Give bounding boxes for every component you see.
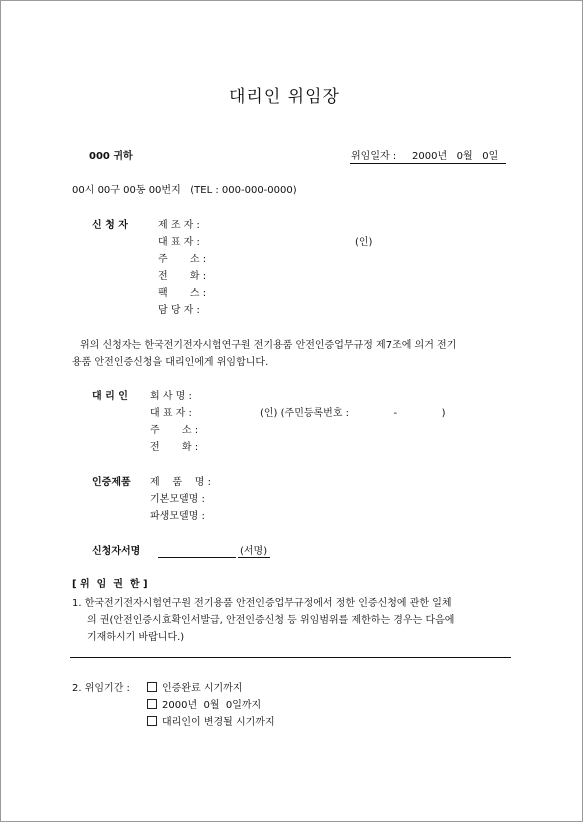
statement-line-1: 위의 신청자는 한국전기전자시험연구원 전기용품 안전인증업무규정 제7조에 의거 전기: [80, 340, 457, 351]
delegation-period-label: 2. 위임기간 :: [72, 683, 130, 694]
applicant-phone-label: 전 화 :: [158, 271, 207, 282]
applicant-representative-label: 대 표 자 :: [158, 237, 200, 248]
applicant-address-label: 주 소 :: [158, 254, 207, 265]
recipient: 000 귀하: [89, 151, 133, 162]
period-option-completion-label: 인증완료 시기까지: [162, 683, 243, 694]
authority-item-1-line-2: 의 권(안전인증시효확인서발급, 안전인증신청 등 위임범위를 제한하는 경우는 다음에: [87, 615, 455, 626]
signature-label: 신청자서명: [92, 546, 141, 557]
product-section-label: 인증제품: [92, 477, 131, 488]
authority-item-1-line-1: 1. 한국전기전자시험연구원 전기용품 안전인증업무규정에서 정한 인증신청에 관한 일체: [72, 598, 452, 609]
checkbox-icon[interactable]: [147, 699, 157, 709]
signature-line[interactable]: [158, 557, 236, 558]
agent-phone-label: 전 화 :: [150, 442, 199, 453]
signature-suffix: (서명): [240, 546, 268, 557]
date-underline: [350, 163, 506, 164]
signature-suffix-underline: [238, 557, 270, 558]
product-name-label: 제 품 명 :: [150, 477, 211, 488]
checkbox-icon[interactable]: [147, 716, 157, 726]
authority-divider: [70, 657, 511, 658]
applicant-seal: (인): [355, 237, 373, 248]
authority-heading: [ 위 임 권 한 ]: [72, 579, 148, 590]
agent-representative-detail: (인) (주민등록번호 : - ): [260, 408, 446, 419]
period-option-agent-change-label: 대리인이 변경될 시기까지: [162, 717, 275, 728]
derived-model-label: 파생모델명 :: [150, 511, 205, 522]
address-line: 00시 00구 00동 00번지 (TEL : 000-000-0000): [72, 185, 297, 196]
date-value: 2000년 0월 0일: [412, 151, 499, 162]
applicant-fax-label: 팩 스 :: [158, 288, 207, 299]
applicant-manufacturer-label: 제 조 자 :: [158, 220, 200, 231]
agent-company-label: 회 사 명 :: [150, 391, 192, 402]
date-label: 위임일자 :: [351, 151, 397, 162]
base-model-label: 기본모델명 :: [150, 494, 205, 505]
applicant-contact-label: 담 당 자 :: [158, 305, 200, 316]
agent-representative-label: 대 표 자 :: [150, 408, 192, 419]
checkbox-icon[interactable]: [147, 682, 157, 692]
period-option-date[interactable]: [147, 699, 261, 712]
agent-section-label: 대 리 인: [92, 391, 128, 402]
period-option-agent-change[interactable]: [147, 716, 275, 729]
applicant-section-label: 신 청 자: [92, 220, 128, 231]
period-option-completion[interactable]: [147, 682, 242, 695]
period-option-date-label: 2000년 0월 0일까지: [162, 700, 262, 711]
agent-address-label: 주 소 :: [150, 425, 199, 436]
statement-line-2: 용품 안전인증신청을 대리인에게 위임합니다.: [72, 357, 269, 368]
authority-item-1-line-3: 기재하시기 바랍니다.): [87, 632, 185, 643]
document-title: 대리인 위임장: [229, 87, 340, 107]
